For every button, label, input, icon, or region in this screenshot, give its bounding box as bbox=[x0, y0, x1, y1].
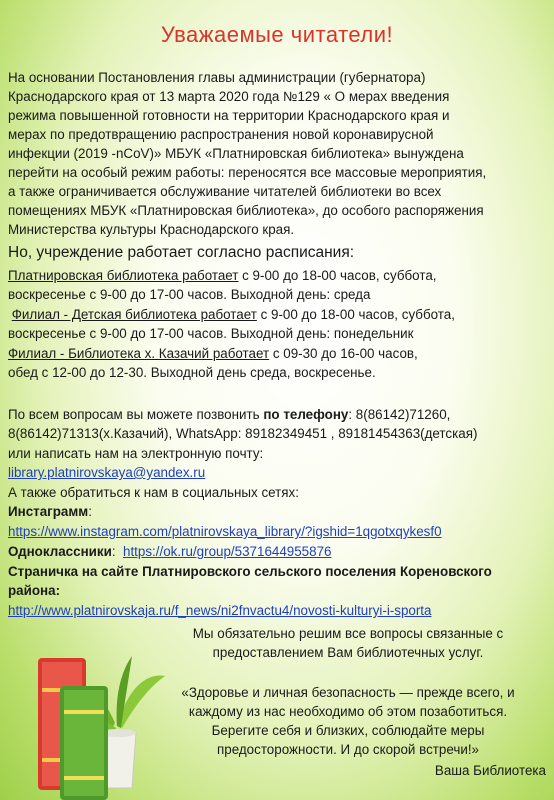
kazachy-library-hours: с 09-30 до 16-00 часов, bbox=[269, 346, 418, 361]
main-library-hours: с 9-00 до 18-00 часов, суббота, bbox=[238, 268, 437, 283]
intro-line: режима повышенной готовности на территории Краснодарского края и bbox=[8, 108, 450, 123]
schedule-heading: Но, учреждение работает согласно расписания: bbox=[8, 244, 355, 261]
email-link[interactable]: library.platnirovskaya@yandex.ru bbox=[8, 465, 206, 480]
site-link[interactable]: http://www.platnirovskaja.ru/f_news/ni2fnvactu4/novosti-kulturyi-i-sporta bbox=[8, 603, 432, 618]
instagram-colon: : bbox=[88, 504, 92, 519]
phone-line bbox=[8, 405, 450, 424]
page-title: Уважаемые читатели! bbox=[160, 22, 394, 47]
odnoklassniki-row bbox=[8, 542, 331, 561]
children-library-hours: с 9-00 до 18-00 часов, суббота, bbox=[256, 307, 455, 322]
instagram-row bbox=[8, 522, 442, 541]
children-library-hours-line2: воскресенье с 9-00 до 17-00 часов. Выходной день: понедельник bbox=[8, 326, 414, 341]
quote-line: предосторожности. И до скорой встречи!» bbox=[217, 742, 479, 757]
intro-line: а также ограничивается обслуживание читателей библиотеки во всех bbox=[8, 184, 442, 199]
closing-line: предоставлением Вам библиотечных услуг. bbox=[212, 645, 484, 660]
kazachy-library-name: Филиал - Библиотека х. Казачий работает bbox=[8, 346, 270, 361]
site-label-2 bbox=[8, 581, 60, 600]
odnoklassniki-colon: : bbox=[111, 544, 123, 559]
schedule-children bbox=[8, 305, 455, 324]
phone-line-2: 8(86142)71313(х.Казачий), WhatsApp: 89182349451 , 89181454363(детская) bbox=[8, 426, 478, 441]
children-library-name: Филиал - Детская библиотека работает bbox=[11, 307, 257, 322]
schedule-kazachy bbox=[8, 344, 418, 363]
site-row bbox=[8, 601, 431, 620]
closing-line: Мы обязательно решим все вопросы связанные с bbox=[192, 626, 504, 641]
signature: Ваша Библиотека bbox=[434, 763, 546, 778]
intro-line: помещениях МБУК «Платнировская библиотека», до особого распоряжения bbox=[8, 203, 484, 218]
email-row bbox=[8, 463, 205, 482]
main-library-name: Платнировская библиотека работает bbox=[8, 268, 239, 283]
intro-line: Краснодарского края от 13 марта 2020 года №129 « О мерах введения bbox=[8, 89, 450, 104]
instagram-label: Инстаграмм bbox=[8, 504, 89, 519]
site-label-line1: Страничка на сайте Платнировского сельского поселения Кореновского bbox=[8, 564, 492, 579]
intro-line: инфекции (2019 -nCoV)» МБУК «Платнировская библиотека» вынуждена bbox=[8, 146, 464, 161]
quote-line: Берегите себя и близких, соблюдайте меры bbox=[211, 723, 485, 738]
schedule-main bbox=[8, 266, 436, 285]
intro-line: На основании Постановления главы администрации (губернатора) bbox=[8, 70, 426, 85]
intro-line: Министерства культуры Краснодарского края. bbox=[8, 222, 295, 237]
odnoklassniki-link[interactable]: https://ok.ru/group/5371644955876 bbox=[123, 544, 332, 559]
main-library-hours-line2: воскресенье с 9-00 до 17-00 часов. Выходной день: среда bbox=[8, 287, 371, 302]
social-intro: А также обратиться к нам в социальных сетях: bbox=[8, 485, 299, 500]
site-label bbox=[8, 562, 492, 581]
intro-line: мерах по предотвращению распространения новой коронавирусной bbox=[8, 127, 434, 142]
odnoklassniki-label: Одноклассники bbox=[8, 544, 112, 559]
instagram-link[interactable]: https://www.instagram.com/platnirovskaya_library/?igshid=1qgotxqykesf0 bbox=[8, 524, 442, 539]
email-intro: или написать нам на электронную почту: bbox=[8, 446, 264, 461]
intro-line: перейти на особый режим работы: переносятся все массовые мероприятия, bbox=[8, 165, 487, 180]
site-label-line2: района: bbox=[8, 583, 61, 598]
phone-label: по телефону bbox=[263, 407, 349, 422]
instagram-label-row bbox=[8, 502, 92, 521]
kazachy-library-hours-line2: обед с 12-00 до 12-30. Выходной день среда, воскресенье. bbox=[8, 365, 376, 380]
phone-intro: По всем вопросам вы можете позвонить bbox=[8, 407, 264, 422]
quote-line: каждому из нас необходимо об этом позаботиться. bbox=[188, 704, 508, 719]
quote-line: «Здоровье и личная безопасность — прежде всего, и bbox=[181, 685, 515, 700]
books-plant-icon bbox=[20, 628, 170, 800]
phone-number: : 8(86142)71260, bbox=[348, 407, 451, 422]
